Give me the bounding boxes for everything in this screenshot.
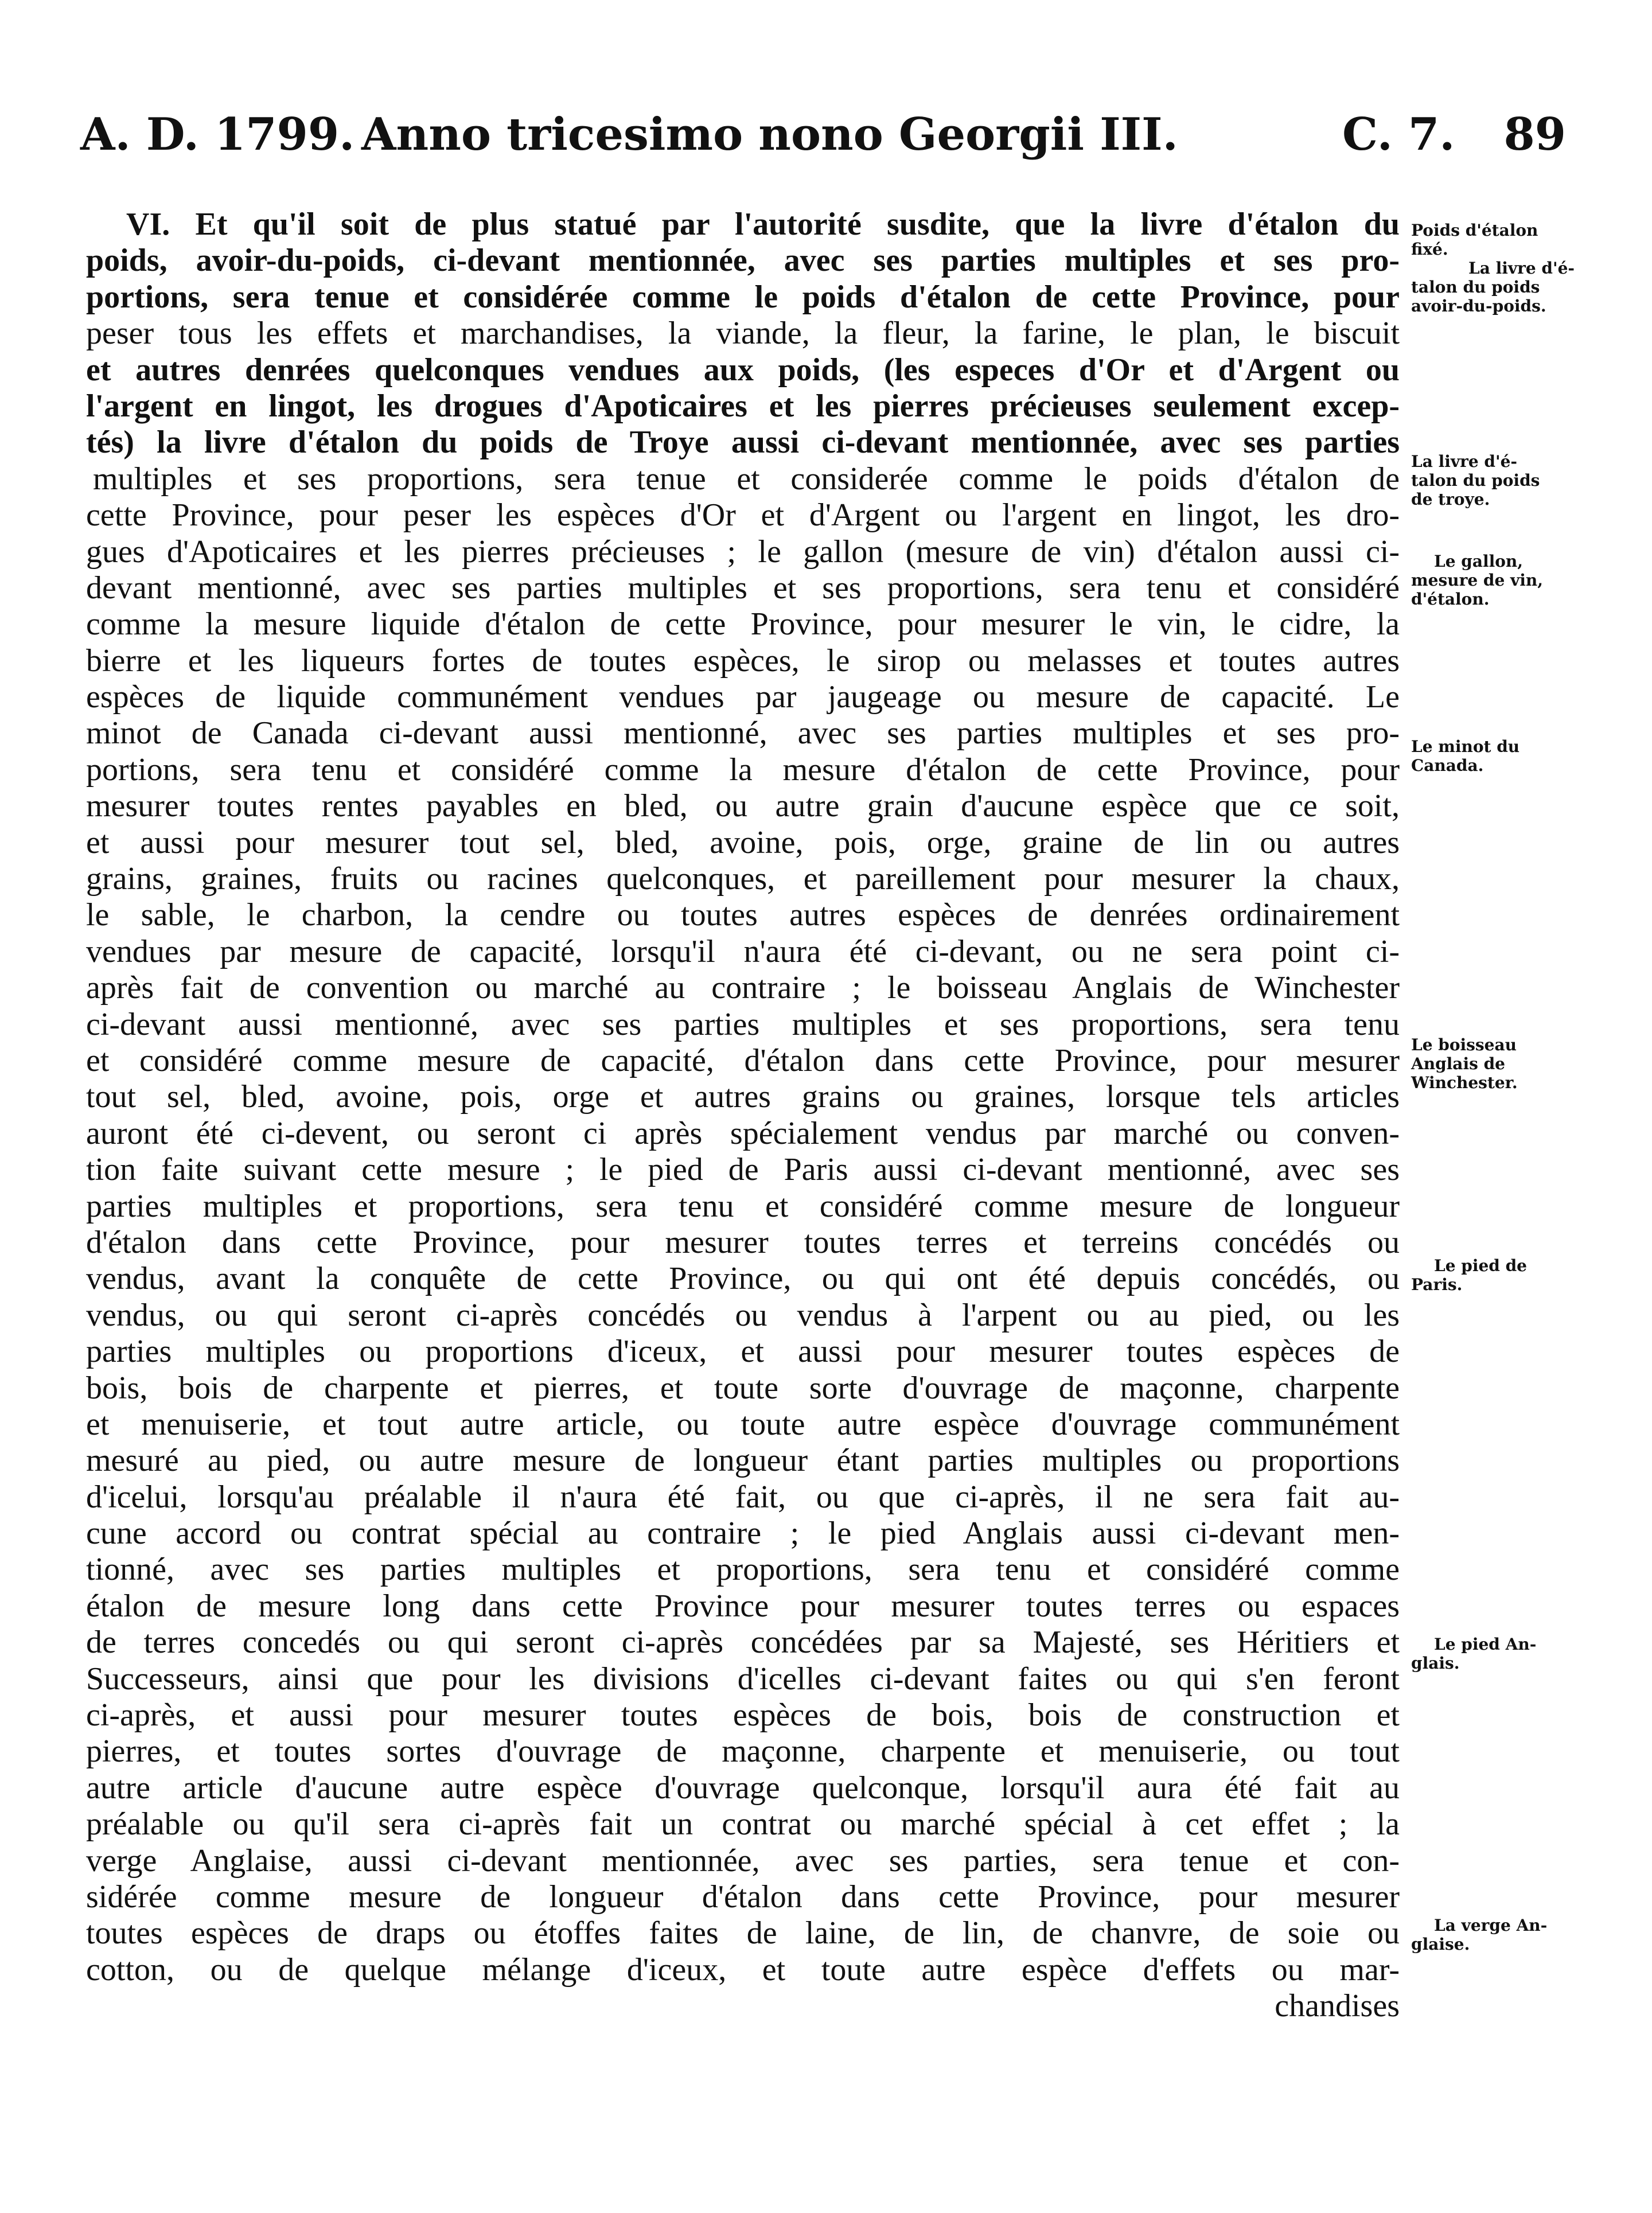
page-number: 89 (1503, 108, 1566, 161)
text-line: parties multiples ou proportions d'iceux, et aussi pour mesurer toutes espèces de (86, 1334, 1400, 1370)
margin-note-poids: Poids d'étalon fixé. La livre d'é- talon du poids avoir-du-poids. (1411, 221, 1575, 315)
margin-note-troye: La livre d'é- talon du poids de troye. (1411, 452, 1540, 509)
header-chapter: C. 7. (1342, 108, 1455, 161)
text-line: mesurer toutes rentes payables en bled, ou autre grain d'aucune espèce que ce soit, (86, 788, 1400, 824)
text-line: auront été ci-devent, ou seront ci après spécialement vendus par marché ou conven- (86, 1115, 1400, 1151)
text-line: comme la mesure liquide d'étalon de cette Province, pour mesurer le vin, le cidre, la (86, 606, 1400, 642)
margin-note-minot: Le minot du Canada. (1411, 737, 1520, 775)
text-line: tout sel, bled, avoine, pois, orge et autres grains ou graines, lorsque tels articles (86, 1079, 1400, 1115)
text-line: l'argent en lingot, les drogues d'Apoticaires et les pierres précieuses seulement excep- (86, 388, 1400, 424)
text-line: et considéré comme mesure de capacité, d'étalon dans cette Province, pour mesurer (86, 1042, 1400, 1078)
text-line: d'étalon dans cette Province, pour mesurer toutes terres et terreins concédés ou (86, 1224, 1400, 1260)
text-line: étalon de mesure long dans cette Province pour mesurer toutes terres ou espaces (86, 1588, 1400, 1624)
text-line: Successeurs, ainsi que pour les divisions d'icelles ci-devant faites ou qui s'en feront (86, 1661, 1400, 1697)
running-header (80, 98, 1572, 172)
text-line: cotton, ou de quelque mélange d'iceux, et toute autre espèce d'effets ou mar- (86, 1951, 1400, 1988)
text-line: et menuiserie, et tout autre article, ou toute autre espèce d'ouvrage communément (86, 1406, 1400, 1442)
text-line: gues d'Apoticaires et les pierres précieuses ; le gallon (mesure de vin) d'étalon aussi ci- (86, 533, 1400, 570)
margin-note-pied-anglais: Le pied An- glais. (1411, 1635, 1537, 1673)
text-line: vendus, avant la conquête de cette Province, ou qui ont été depuis concédés, ou (86, 1261, 1400, 1297)
text-line: bois, bois de charpente et pierres, et toute sorte d'ouvrage de maçonne, charpente (86, 1370, 1400, 1406)
header-reign: Anno tricesimo nono Georgii III. (361, 108, 1178, 161)
text-line: vendus, ou qui seront ci-après concédés ou vendus à l'arpent ou au pied, ou les (86, 1297, 1400, 1333)
text-line: grains, graines, fruits ou racines quelconques, et pareillement pour mesurer la chaux, (86, 861, 1400, 897)
header-year: A. D. 1799. (80, 108, 355, 161)
text-line: verge Anglaise, aussi ci-devant mentionnée, avec ses parties, sera tenue et con- (86, 1842, 1400, 1879)
text-line: et aussi pour mesurer tout sel, bled, avoine, pois, orge, graine de lin ou autres (86, 824, 1400, 860)
text-line: espèces de liquide communément vendues par jaugeage ou mesure de capacité. Le (86, 679, 1400, 715)
text-line: VI. Et qu'il soit de plus statué par l'autorité susdite, que la livre d'étalon du (126, 207, 1400, 242)
text-line: portions, sera tenue et considérée comme le poids d'étalon de cette Province, pour (86, 279, 1400, 315)
text-line: après fait de convention ou marché au contraire ; le boisseau Anglais de Winchester (86, 970, 1400, 1006)
text-line: multiples et ses proportions, sera tenue et considerée comme le poids d'étalon de (93, 461, 1400, 497)
text-line: ci-après, et aussi pour mesurer toutes espèces de bois, bois de construction et (86, 1697, 1400, 1733)
text-line: mesuré au pied, ou autre mesure de longueur étant parties multiples ou proportions (86, 1443, 1400, 1479)
text-line: tionné, avec ses parties multiples et proportions, sera tenu et considéré comme (86, 1552, 1400, 1588)
margin-note-pied-paris: Le pied de Paris. (1411, 1256, 1527, 1294)
text-line: portions, sera tenu et considéré comme la mesure d'étalon de cette Province, pour (86, 751, 1400, 788)
text-line: tion faite suivant cette mesure ; le pied de Paris aussi ci-devant mentionné, avec ses (86, 1152, 1400, 1188)
text-line: parties multiples et proportions, sera tenu et considéré comme mesure de longueur (86, 1188, 1400, 1224)
text-line: cette Province, pour peser les espèces d'Or et d'Argent ou l'argent en lingot, les dro- (86, 497, 1400, 533)
text-line: minot de Canada ci-devant aussi mentionné, avec ses parties multiples et ses pro- (86, 715, 1400, 751)
text-line: sidérée comme mesure de longueur d'étalon dans cette Province, pour mesurer (86, 1879, 1400, 1915)
margin-note-verge: La verge An- glaise. (1411, 1916, 1548, 1954)
text-line: le sable, le charbon, la cendre ou toutes autres espèces de denrées ordinairement (86, 897, 1400, 933)
text-line: bierre et les liqueurs fortes de toutes espèces, le sirop ou melasses et toutes autres (86, 642, 1400, 679)
main-text-column (86, 207, 1400, 2025)
text-line: peser tous les effets et marchandises, la viande, la fleur, la farine, le plan, le biscuit (86, 315, 1400, 352)
text-line: poids, avoir-du-poids, ci-devant mentionnée, avec ses parties multiples et ses pro- (86, 243, 1400, 279)
text-line: toutes espèces de draps ou étoffes faites de laine, de lin, de chanvre, de soie ou (86, 1915, 1400, 1951)
text-line: vendues par mesure de capacité, lorsqu'il n'aura été ci-devant, ou ne sera point ci- (86, 933, 1400, 969)
text-line: pierres, et toutes sortes d'ouvrage de maçonne, charpente et menuiserie, ou tout (86, 1733, 1400, 1770)
margin-note-gallon: Le gallon, mesure de vin, d'étalon. (1411, 552, 1544, 609)
text-line: ci-devant aussi mentionné, avec ses parties multiples et ses proportions, sera tenu (86, 1006, 1400, 1042)
margin-note-boisseau: Le boisseau Anglais de Winchester. (1411, 1035, 1518, 1092)
text-line: et autres denrées quelconques vendues aux poids, (les especes d'Or et d'Argent ou (86, 352, 1400, 388)
text-line: cune accord ou contrat spécial au contraire ; le pied Anglais aussi ci-devant men- (86, 1515, 1400, 1552)
text-line: d'icelui, lorsqu'au préalable il n'aura été fait, ou que ci-après, il ne sera fait au- (86, 1479, 1400, 1515)
text-line: tés) la livre d'étalon du poids de Troye aussi ci-devant mentionnée, avec ses parties (86, 424, 1400, 461)
text-line: de terres concedés ou qui seront ci-après concédées par sa Majesté, ses Héritiers et (86, 1624, 1400, 1661)
text-line: chandises (1275, 1988, 1400, 2024)
text-line: devant mentionné, avec ses parties multiples et ses proportions, sera tenu et considéré (86, 570, 1400, 606)
text-line: autre article d'aucune autre espèce d'ouvrage quelconque, lorsqu'il aura été fait au (86, 1770, 1400, 1806)
text-line: préalable ou qu'il sera ci-après fait un contrat ou marché spécial à cet effet ; la (86, 1806, 1400, 1842)
